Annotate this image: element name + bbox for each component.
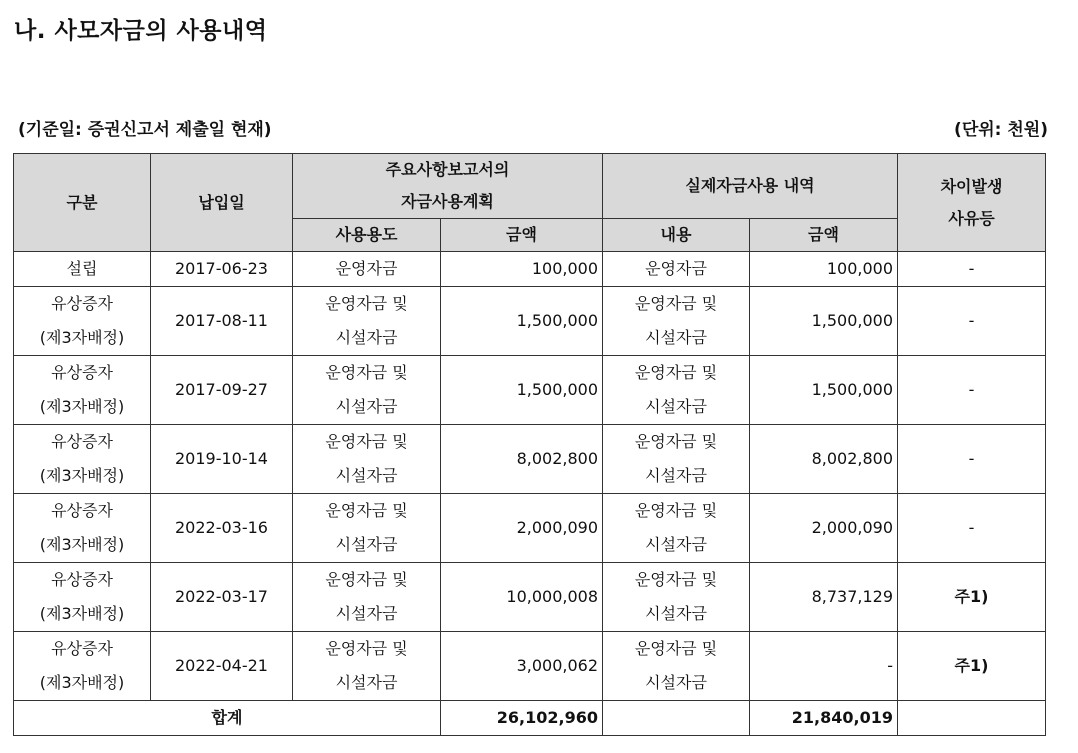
cell-plan-purpose: 운영자금 및 시설자금	[293, 494, 441, 563]
header-actual: 실제자금사용 내역	[603, 154, 898, 219]
header-actual-amount: 금액	[750, 219, 898, 252]
cell-plan-purpose: 운영자금 및 시설자금	[293, 425, 441, 494]
cell-plan-purpose: 운영자금 및 시설자금	[293, 563, 441, 632]
cell-plan-amount: 2,000,090	[441, 494, 603, 563]
cell-plan-amount: 1,500,000	[441, 287, 603, 356]
unit-note: (단위: 천원)	[954, 120, 1048, 140]
cell-actual-content: 운영자금 및 시설자금	[603, 356, 750, 425]
cell-category: 유상증자 (제3자배정)	[14, 287, 151, 356]
cell-plan-purpose: 운영자금 및 시설자금	[293, 356, 441, 425]
total-empty-cell	[898, 701, 1046, 736]
table-row	[14, 287, 1046, 356]
cell-category: 유상증자 (제3자배정)	[14, 563, 151, 632]
cell-actual-amount: 8,737,129	[750, 563, 898, 632]
cell-reason: -	[898, 425, 1046, 494]
header-plan-purpose: 사용용도	[293, 219, 441, 252]
cell-actual-content: 운영자금 및 시설자금	[603, 425, 750, 494]
cell-plan-purpose: 운영자금 및 시설자금	[293, 632, 441, 701]
cell-date: 2019-10-14	[151, 425, 293, 494]
cell-plan-purpose: 운영자금 및 시설자금	[293, 287, 441, 356]
cell-plan-amount: 10,000,008	[441, 563, 603, 632]
cell-actual-amount: 2,000,090	[750, 494, 898, 563]
cell-actual-content: 운영자금 및 시설자금	[603, 563, 750, 632]
cell-reason: 주1)	[898, 632, 1046, 701]
cell-reason: -	[898, 494, 1046, 563]
cell-date: 2022-04-21	[151, 632, 293, 701]
total-actual-amount: 21,840,019	[750, 701, 898, 736]
header-actual-content: 내용	[603, 219, 750, 252]
cell-plan-amount: 8,002,800	[441, 425, 603, 494]
total-label: 합계	[14, 701, 441, 736]
header-plan: 주요사항보고서의 자금사용계획	[293, 154, 603, 219]
header-date: 납입일	[151, 154, 293, 252]
cell-actual-content: 운영자금	[603, 252, 750, 287]
cell-plan-purpose: 운영자금	[293, 252, 441, 287]
cell-date: 2017-09-27	[151, 356, 293, 425]
table-row	[14, 563, 1046, 632]
cell-date: 2017-06-23	[151, 252, 293, 287]
table-row	[14, 494, 1046, 563]
cell-category: 유상증자 (제3자배정)	[14, 632, 151, 701]
cell-date: 2017-08-11	[151, 287, 293, 356]
cell-date: 2022-03-16	[151, 494, 293, 563]
section-title: 나. 사모자금의 사용내역	[14, 18, 268, 44]
header-reason: 차이발생 사유등	[898, 154, 1046, 252]
fund-usage-table	[13, 153, 1046, 736]
cell-actual-amount: 1,500,000	[750, 356, 898, 425]
table-row	[14, 252, 1046, 287]
cell-reason: -	[898, 252, 1046, 287]
cell-actual-content: 운영자금 및 시설자금	[603, 287, 750, 356]
cell-actual-amount: 1,500,000	[750, 287, 898, 356]
header-plan-amount: 금액	[441, 219, 603, 252]
cell-plan-amount: 100,000	[441, 252, 603, 287]
cell-actual-amount: -	[750, 632, 898, 701]
cell-reason: -	[898, 287, 1046, 356]
total-plan-amount: 26,102,960	[441, 701, 603, 736]
cell-plan-amount: 1,500,000	[441, 356, 603, 425]
cell-reason: 주1)	[898, 563, 1046, 632]
cell-category: 유상증자 (제3자배정)	[14, 356, 151, 425]
cell-category: 설립	[14, 252, 151, 287]
cell-reason: -	[898, 356, 1046, 425]
cell-actual-amount: 8,002,800	[750, 425, 898, 494]
cell-actual-amount: 100,000	[750, 252, 898, 287]
table-row	[14, 632, 1046, 701]
cell-date: 2022-03-17	[151, 563, 293, 632]
cell-plan-amount: 3,000,062	[441, 632, 603, 701]
cell-category: 유상증자 (제3자배정)	[14, 425, 151, 494]
table-row	[14, 356, 1046, 425]
total-row	[14, 701, 1046, 736]
header-category: 구분	[14, 154, 151, 252]
table-row	[14, 425, 1046, 494]
cell-actual-content: 운영자금 및 시설자금	[603, 494, 750, 563]
basis-date-note: (기준일: 증권신고서 제출일 현재)	[18, 120, 272, 140]
cell-actual-content: 운영자금 및 시설자금	[603, 632, 750, 701]
cell-category: 유상증자 (제3자배정)	[14, 494, 151, 563]
total-empty-cell	[603, 701, 750, 736]
